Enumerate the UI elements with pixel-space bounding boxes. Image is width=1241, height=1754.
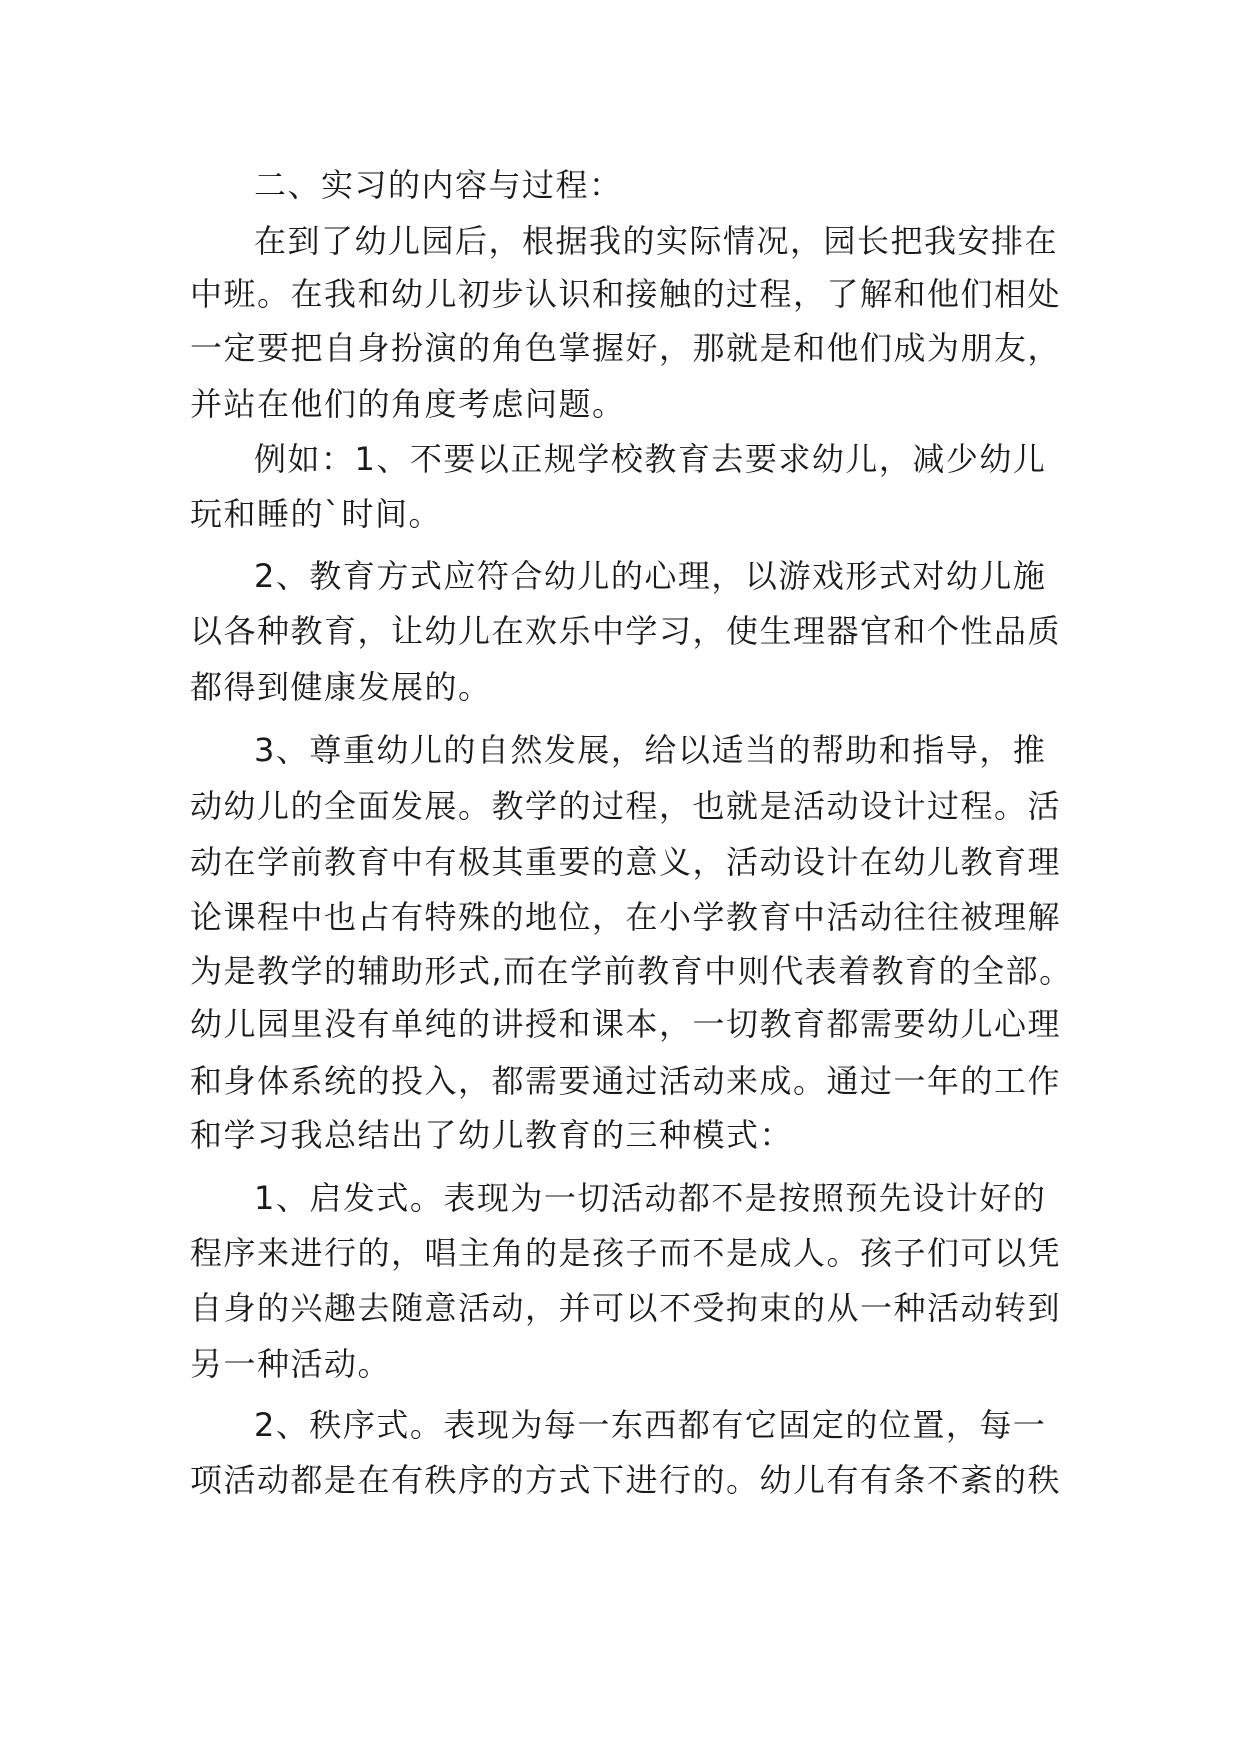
- paragraph-line: 动幼儿的全面发展。教学的过程，也就是活动设计过程。活: [190, 787, 1062, 825]
- section-heading: 二、实习的内容与过程：: [254, 166, 623, 204]
- paragraph-line: 一定要把自身扮演的角色掌握好，那就是和他们成为朋友，: [190, 329, 1062, 367]
- paragraph-line: 论课程中也占有特殊的地位，在小学教育中活动往往被理解: [190, 898, 1062, 936]
- paragraph-line: 以各种教育，让幼儿在欢乐中学习，使生理器官和个性品质: [190, 612, 1062, 650]
- paragraph-line: 例如：1、不要以正规学校教育去要求幼儿，减少幼儿: [254, 440, 1047, 478]
- paragraph-line: 自身的兴趣去随意活动，并可以不受拘束的从一种活动转到: [190, 1289, 1062, 1327]
- paragraph-line: 都得到健康发展的。: [190, 668, 492, 706]
- paragraph-line: 玩和睡的`时间。: [190, 495, 443, 533]
- paragraph-line: 2、秩序式。表现为每一东西都有它固定的位置，每一: [254, 1406, 1047, 1444]
- paragraph-line: 中班。在我和幼儿初步认识和接触的过程，了解和他们相处: [190, 275, 1062, 313]
- paragraph-line: 和学习我总结出了幼儿教育的三种模式：: [190, 1116, 794, 1154]
- paragraph-line: 3、尊重幼儿的自然发展，给以适当的帮助和指导，推: [254, 731, 1047, 769]
- paragraph-line: 另一种活动。: [190, 1345, 392, 1383]
- paragraph-line: 和身体系统的投入，都需要通过活动来成。通过一年的工作: [190, 1062, 1062, 1100]
- paragraph-line: 并站在他们的角度考虑问题。: [190, 385, 626, 423]
- paragraph-line: 动在学前教育中有极其重要的意义，活动设计在幼儿教育理: [190, 843, 1062, 881]
- paragraph-line: 项活动都是在有秩序的方式下进行的。幼儿有有条不紊的秩: [190, 1461, 1062, 1499]
- paragraph-line: 为是教学的辅助形式,而在学前教育中则代表着教育的全部。: [190, 952, 1073, 990]
- paragraph-line: 在到了幼儿园后，根据我的实际情况，园长把我安排在: [254, 222, 1059, 260]
- paragraph-line: 程序来进行的，唱主角的是孩子而不是成人。孩子们可以凭: [190, 1234, 1062, 1272]
- paragraph-line: 1、启发式。表现为一切活动都不是按照预先设计好的: [254, 1179, 1047, 1217]
- paragraph-line: 2、教育方式应符合幼儿的心理，以游戏形式对幼儿施: [254, 557, 1047, 595]
- paragraph-line: 幼儿园里没有单纯的讲授和课本，一切教育都需要幼儿心理: [190, 1005, 1062, 1043]
